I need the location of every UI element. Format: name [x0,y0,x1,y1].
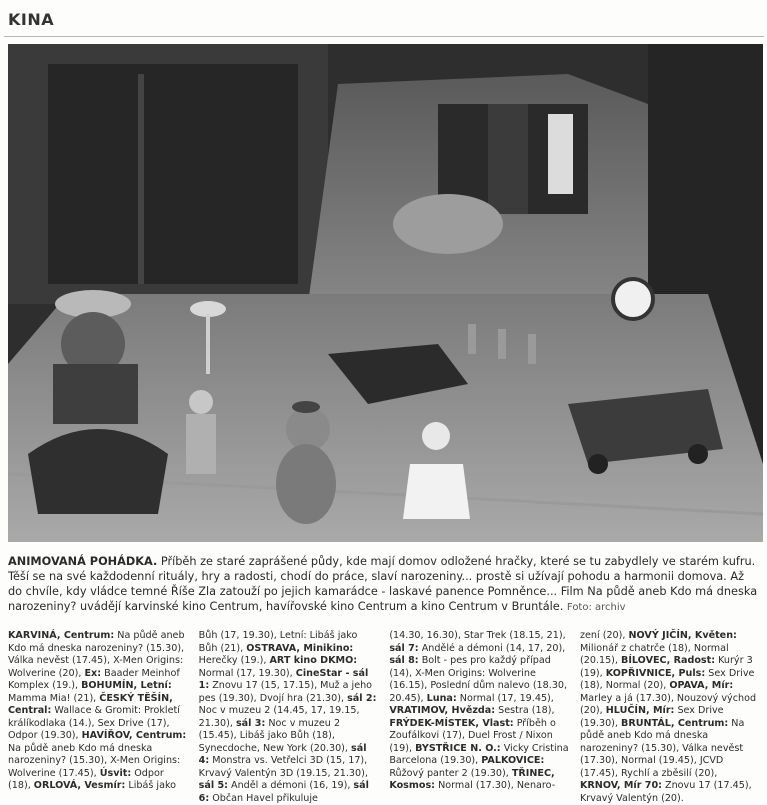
cinema-name: Úsvit: [99,767,132,779]
listing-entry [389,643,565,654]
cinema-name: OPAVA, Mír: [669,680,734,691]
showtimes: Sex Drive (18), Normal (20), [579,667,755,691]
cinema-name: ORLOVÁ, Vesmír: [33,780,126,791]
cinema-name: OSTRAVA, Minikino: [246,642,354,654]
listing-column [8,630,188,791]
cinema-name: sál 3: [235,717,266,729]
cinema-name: VRATIMOV, Hvězda: [389,705,496,716]
cinema-name: BÍLOVEC, Radost: [621,655,716,666]
showtimes: Normal (17.30), Nenaro- [435,780,556,791]
showtimes: Na půdě aneb Kdo má dneska narozeniny? (15.30), X-Men Origins: Wolverine (17.45), [8,742,181,779]
cinema-name: Ex: [84,667,102,679]
showtimes: zení (20), [579,630,629,641]
showtimes: Libáš jako [125,780,177,791]
photo-caption [8,554,760,618]
cinema-name: sál 6: [198,780,369,804]
showtimes: (14.30, 16.30), Star Trek (18.15, 21), [389,630,566,641]
showtimes: Vicky Cristina Barcelona (19.30), [389,742,569,766]
showtimes: Růžový panter 2 (19.30), [389,767,512,779]
cinema-name: NOVÝ JIČÍN, Květen: [628,630,737,641]
showtimes: Mamma Mia! (21), [8,692,100,704]
listing-entry [34,780,176,791]
showtimes: Bůh (17, 19.30), Letní: Libáš jako Bůh (21), [198,630,358,654]
showtimes: Andělé a démoni (14, 17, 20), [418,642,566,654]
cinema-name: sál 5: [198,780,228,791]
showtimes: Občan Havel přikuluje [209,792,318,804]
showtimes: Normal (17, 19.45), [456,692,554,704]
section-header [4,6,764,37]
showtimes: Normal (17, 19.30), [198,667,296,679]
cinema-name: TŘINEC, Kosmos: [389,767,555,791]
cinema-name: BRUNTÁL, Centrum: [621,717,729,729]
listing-entry [389,630,565,641]
listing-entry [389,705,554,716]
showtimes: Kurýr 3 (19), [579,655,753,679]
showtimes: Bolt - pes pro každý případ (14), X-Men Origins: Wolverine (16.15), Poslední dům nalevo (18.30, 20.45), [389,655,568,704]
cinema-name: ART kino DKMO: [269,655,358,666]
showtimes: Wallace & Gromit: Prokletí králíkodlaka (14.), Sex Drive (17), Odpor (19.30), [8,705,180,741]
showtimes: Anděl a démoni (16, 19), [227,780,354,791]
showtimes: Herečky (19.), [198,655,270,666]
cinema-name: KARVINÁ, Centrum: [8,630,115,641]
showtimes: Marley a já (17.30), Nouzový východ (20), [579,692,757,716]
showtimes: Znovu 17 (17.45), Krvavý Valentýn (20). [579,780,752,804]
showtimes: Noc v muzeu 2 (14.45, 17, 19.15, 21.30), [198,705,360,729]
showtimes: Na půdě aneb Kdo má dneska narozeniny? (15.30), Válka nevěst (17.45), X-Men Origins: Wolverine (20), [8,630,185,679]
listing-column [579,630,760,804]
listing-entry [199,780,354,791]
cinema-name: sál 8: [389,655,419,666]
cinema-name: ČESKÝ TĚŠÍN, Central: [8,692,173,716]
showtimes: Znovu 17 (15, 17.15), Muž a jeho pes (19.30), Dvojí hra (21.30), [198,680,373,704]
listing-entry [580,780,752,804]
cinema-name: BOHUMÍN, Letní: [81,680,172,691]
film-still-photo [8,44,763,542]
showtimes: Na půdě aneb Kdo má dneska narozeniny? (15.30), Válka nevěst (17.30), Normal (19.45), JCVD (17.45), Rychlí a zběsilí (20), [579,717,745,779]
showtimes: Noc v muzeu 2 (15.45), Libáš jako Bůh (18), Synecdoche, New York (20.30), [198,717,352,754]
cinema-name: PALKOVICE: [481,755,545,766]
showtimes: Monstra vs. Vetřelci 3D (15, 17), Krvavý Valentýn 3D (19.15, 21.30), [198,755,368,779]
cinema-name: CineStar - sál 1: [198,667,369,691]
cinema-name: KRNOV, Mír 70: [579,780,662,791]
cinema-name: BYSTŘICE N. O.: [415,742,501,754]
showtimes: Sex Drive (19.30), [579,705,724,729]
cinema-listings [8,630,760,804]
showtimes: Příběh o Zoufálkovi (17), Duel Frost / Nixon (19), [389,717,556,754]
section-title: KINA [8,10,55,29]
cinema-name: sál 7: [389,642,419,654]
listing-column [389,630,569,791]
cinema-name: sál 4: [198,742,367,766]
cinema-name: KOPŘIVNICE, Puls: [605,667,706,679]
photo-credit: Foto: archiv [566,602,626,613]
cinema-name: HLUČÍN, Mír: [605,705,675,716]
cinema-name: FRÝDEK-MÍSTEK, Vlast: [389,717,514,729]
showtimes: Sestra (18), [495,705,555,716]
showtimes: Milionář z chatrče (18), Normal (20.15), [579,642,729,666]
listing-column [198,630,379,804]
listing-entry [580,630,629,641]
cinema-name: HAVÍŘOV, Centrum: [81,730,187,741]
caption-text: Příběh ze staré zaprášené půdy, kde mají domov odložené hračky, které se tu zabydlely ve starém kufru. Těší se na své každodenní rituály, hry a radosti, chodí do práce, slaví narozeniny... prostě si užívají pohodu a harmonii domova. Až do chvíle, kdy vládce temné Říše Zla zatouží po jejich kamarádce - laskavé panence Pomněnce... Film Na půdě aneb Kdo má dneska narozeniny? uvádějí karvinské kino Centrum, havířovské kino Centrum a kino Centrum v Bruntále. [8,555,758,613]
showtimes: Baader Meinhof Komplex (19.), [8,667,180,691]
cinema-name: Luna: [426,692,457,704]
cinema-name: sál 2: [347,692,377,704]
showtimes: Odpor (18), [8,767,164,791]
caption-lead: ANIMOVANÁ POHÁDKA. [8,555,158,568]
listing-entry [427,693,554,704]
